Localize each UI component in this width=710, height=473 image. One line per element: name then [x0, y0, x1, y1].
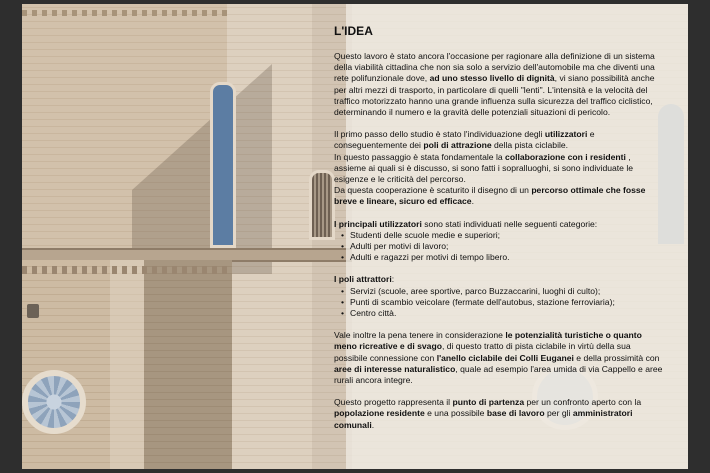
emphasis: aree di interesse naturalistico: [334, 363, 456, 374]
text: e una possibile: [424, 408, 487, 419]
cornice-dentils: [22, 266, 232, 274]
text: .: [471, 196, 474, 207]
spacer: [334, 208, 664, 219]
users-list: [334, 230, 664, 264]
emphasis: punto di partenza: [452, 397, 525, 408]
emphasis: ad uno stesso livello di dignità: [429, 73, 555, 84]
text: , quale ad esempio l'area umida di via Cappello e aree rurali ancora integre.: [334, 363, 663, 386]
page-title: L'IDEA: [334, 24, 373, 38]
paragraph-study: [334, 129, 664, 207]
emphasis: le potenzialità turistiche o quanto meno ricreative e di svago: [334, 330, 642, 352]
spacer: [334, 118, 664, 129]
emphasis: I poli attrattori: [334, 274, 392, 285]
spacer: [334, 319, 664, 330]
text: e conseguentemente dei: [334, 129, 595, 151]
emphasis: utilizzatori: [544, 129, 588, 140]
emphasis: base di lavoro: [486, 408, 545, 419]
list-item: • Centro città.: [350, 308, 664, 319]
text: .: [371, 419, 375, 430]
text: In questo passaggio è stata fondamentale la: [334, 151, 506, 162]
text: della pista ciclabile.: [491, 140, 569, 151]
text: Da questa cooperazione è scaturito il disegno di un: [334, 185, 532, 196]
spacer: [334, 386, 664, 397]
attractors-list: [334, 286, 664, 320]
paragraph-intro: [334, 51, 664, 118]
paragraph-conclusion: [334, 397, 664, 431]
wall-lamp: [27, 304, 39, 318]
text: Vale inoltre la pena tenere in considerazione: [334, 330, 506, 341]
list-item: • Punti di scambio veicolare (fermate dell'autobus, stazione ferroviaria);: [350, 297, 664, 308]
list-item: • Adulti per motivi di lavoro;: [350, 241, 664, 252]
emphasis: poli di attrazione: [423, 140, 492, 151]
emphasis: l'anello ciclabile dei Colli Euganei: [436, 352, 574, 363]
text-content: [334, 24, 664, 431]
list-item: • Servizi (scuole, aree sportive, parco Buzzaccarini, luoghi di culto);: [350, 286, 664, 297]
text: per gli: [544, 408, 573, 419]
text: sono stati individuati nelle seguenti categorie:: [421, 218, 598, 229]
text: per un confronto aperto con la: [524, 397, 642, 408]
paragraph-tourism: [334, 330, 664, 386]
pilaster: [110, 260, 144, 469]
emphasis: collaborazione con i residenti: [505, 151, 626, 162]
emphasis: popolazione residente: [334, 408, 425, 419]
arched-window: [210, 82, 236, 248]
rose-window: [22, 370, 86, 434]
text: , di questo tratto di pista ciclabile in virtù della sua possibile connessione con: [334, 341, 631, 363]
text: Il primo passo dello studio è stato l'individuazione degli: [334, 129, 545, 140]
text: Questo lavoro è stato ancora l'occasione per ragionare alla definizione di un sistema della viabilità cittadina che non sia solo a servizio dell'automobile ma che diventi una rete polifunzionale dove,: [334, 51, 655, 84]
emphasis: I principali utilizzatori: [334, 218, 422, 229]
list-item: • Studenti delle scuole medie e superiori;: [350, 230, 664, 241]
cornice-dentils-top: [22, 10, 237, 16]
emphasis: percorso ottimale che fosse breve e lineare, sicuro ed efficace: [334, 185, 646, 207]
paragraph-users: [334, 219, 664, 230]
paragraph-attractors: [334, 274, 664, 285]
text: :: [391, 274, 395, 285]
tower-window: [309, 170, 335, 240]
text: , assieme ai quali si è discusso, si sono fatti i sopralluoghi, si sono individuate le esigenze e le criticità del percorso.: [334, 151, 634, 185]
text: , vi siano possibilità anche per altri mezzi di trasporto, in particolare di quelli "lenti". L'intensità e la velocità del traffico motorizzato hanno una grande influenza sulla sicurezza del traffico ciclistico, determinando il numero e la gravità delle potenziali situazioni di pericolo.: [334, 73, 655, 118]
spacer: [334, 263, 664, 274]
text: e della prossimità con: [573, 352, 660, 363]
list-item: • Adulti e ragazzi per motivi di tempo libero.: [350, 252, 664, 263]
emphasis: amministratori comunali: [334, 408, 633, 430]
text: Questo progetto rappresenta il: [334, 397, 453, 408]
lower-wall-shadow: [144, 260, 232, 469]
